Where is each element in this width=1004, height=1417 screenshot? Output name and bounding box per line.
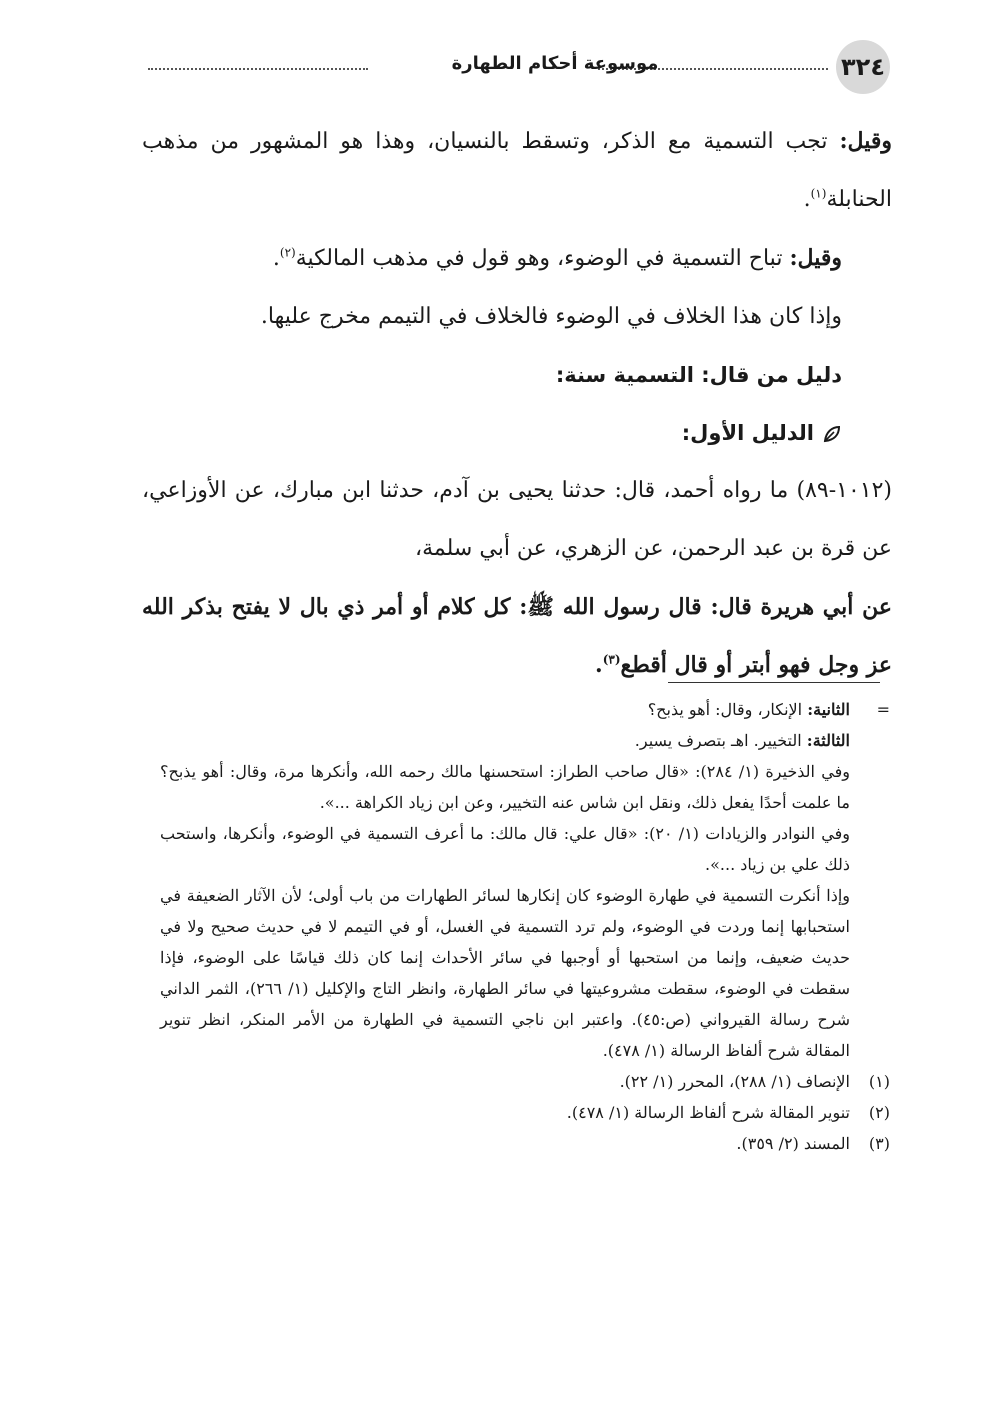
footnote-list: [160, 1066, 890, 1159]
paragraph-2-end: .: [272, 246, 280, 271]
footnote-continued-5: وإذا أنكرت التسمية في طهارة الوضوء كان إنكارها لسائر الطهارات من باب أولى؛ لأن الآثار الضعيفة في استحبابها إنما وردت في الوضوء، ولم ترد التسمية في الغسل، أو في التيمم لا في حديث صحيح ولا في حديث ضعيف، وإنما من استحبها أو أوجبها في سائر الأحداث إنما كان ذلك قياسًا على الوضوء، فإذا سقطت في الوضوء، سقطت مشروعيتها في سائر الطهارة، وانظر التاج والإكليل (١/ ٢٦٦)، الثمر الداني شرح رسالة القيرواني (ص:٤٥). واعتبر ابن ناجي التسمية في الطهارة من الأمر المنكر، انظر تنوير المقالة شرح ألفاظ الرسالة (١/ ٤٧٨).: [160, 886, 850, 1060]
footnote-ref-3: (٣): [602, 652, 621, 667]
running-title: موسوعة أحكام الطهارة: [451, 53, 659, 74]
footnote-continued-1-lead: الثانية:: [807, 700, 850, 719]
footnote-number: (٢): [868, 1103, 890, 1122]
continuation-marker: =: [876, 700, 890, 719]
paragraph-2: [142, 229, 892, 288]
footnote-ref-1: (١): [810, 186, 827, 201]
header-divider-left: [148, 68, 368, 70]
footnote-item: [160, 1066, 890, 1097]
section-heading: دليل من قال: التسمية سنة:: [555, 363, 842, 387]
hadith-matn-text: عن أبي هريرة قال: قال رسول الله ﷺ: كل كلام أو أمر ذي بال لا يفتح بذكر الله عز وجل فهو أبتر أو قال أقطع: [142, 594, 892, 678]
paragraph-2-text: تباح التسمية في الوضوء، وهو قول في مذهب المالكية: [295, 246, 790, 271]
footnote-text: المسند (٢/ ٣٥٩).: [736, 1134, 850, 1153]
footnotes: [160, 694, 890, 1159]
paragraph-1: [142, 112, 892, 229]
hadith-matn: [142, 578, 892, 694]
main-text: [142, 112, 892, 694]
footnote-continued-2-lead: الثالثة:: [806, 731, 850, 750]
page-header: [140, 40, 890, 98]
footnote-continued-2-text: التخيير. اهـ بتصرف يسير.: [634, 731, 807, 750]
paragraph-2-lead: وقيل:: [789, 245, 842, 271]
footnote-continued-4: وفي النوادر والزيادات (١/ ٢٠): «قال علي: قال مالك: ما أعرف التسمية في الوضوء، وأنكرها، واستحب ذلك علي بن زياد ...».: [160, 824, 850, 874]
footnote-ref-2: (٢): [279, 245, 296, 260]
subsection-heading: [142, 404, 892, 462]
footnote-number: (١): [868, 1072, 890, 1091]
hadith-isnad: (١٠١٢-٨٩) ما رواه أحمد، قال: حدثنا يحيى بن آدم، حدثنا ابن مبارك، عن الأوزاعي، عن قرة بن عبد الرحمن، عن الزهري، عن أبي سلمة،: [142, 478, 892, 561]
paragraph-1-text: تجب التسمية مع الذكر، وتسقط بالنسيان، وهذا هو المشهور من مذهب الحنابلة: [142, 129, 892, 212]
footnote-text: الإنصاف (١/ ٢٨٨)، المحرر (١/ ٢٢).: [619, 1072, 850, 1091]
footnote-continued-1-text: الإنكار، وقال: أهو يذبح؟: [647, 700, 808, 719]
paragraph-1-end: .: [803, 187, 811, 212]
footnote-continued-3: وفي الذخيرة (١/ ٢٨٤): «قال صاحب الطراز: استحسنها مالك رحمه الله، وأنكرها مرة، وقال: أهو يذبح؟ ما علمت أحدًا يفعل ذلك، ونقل ابن شاس عنه التخيير، وعن ابن زياد الكراهة ...».: [160, 762, 850, 812]
hadith-matn-end: .: [595, 652, 603, 678]
leaf-icon: [822, 424, 842, 444]
footnote-number: (٣): [868, 1134, 890, 1153]
footnote-text: تنوير المقالة شرح ألفاظ الرسالة (١/ ٤٧٨).: [566, 1103, 850, 1122]
footnote-item: [160, 1128, 890, 1159]
paragraph-1-lead: وقيل:: [839, 128, 892, 154]
footnote-continued-1: [160, 694, 890, 725]
subsection-heading-text: الدليل الأول:: [681, 421, 814, 445]
paragraph-3: وإذا كان هذا الخلاف في الوضوء فالخلاف في التيمم مخرج عليها.: [260, 304, 842, 329]
footnote-item: [160, 1097, 890, 1128]
footnote-separator: [668, 682, 880, 683]
page-number: ٣٢٤: [836, 40, 890, 94]
footnote-continued-2: [160, 725, 890, 756]
